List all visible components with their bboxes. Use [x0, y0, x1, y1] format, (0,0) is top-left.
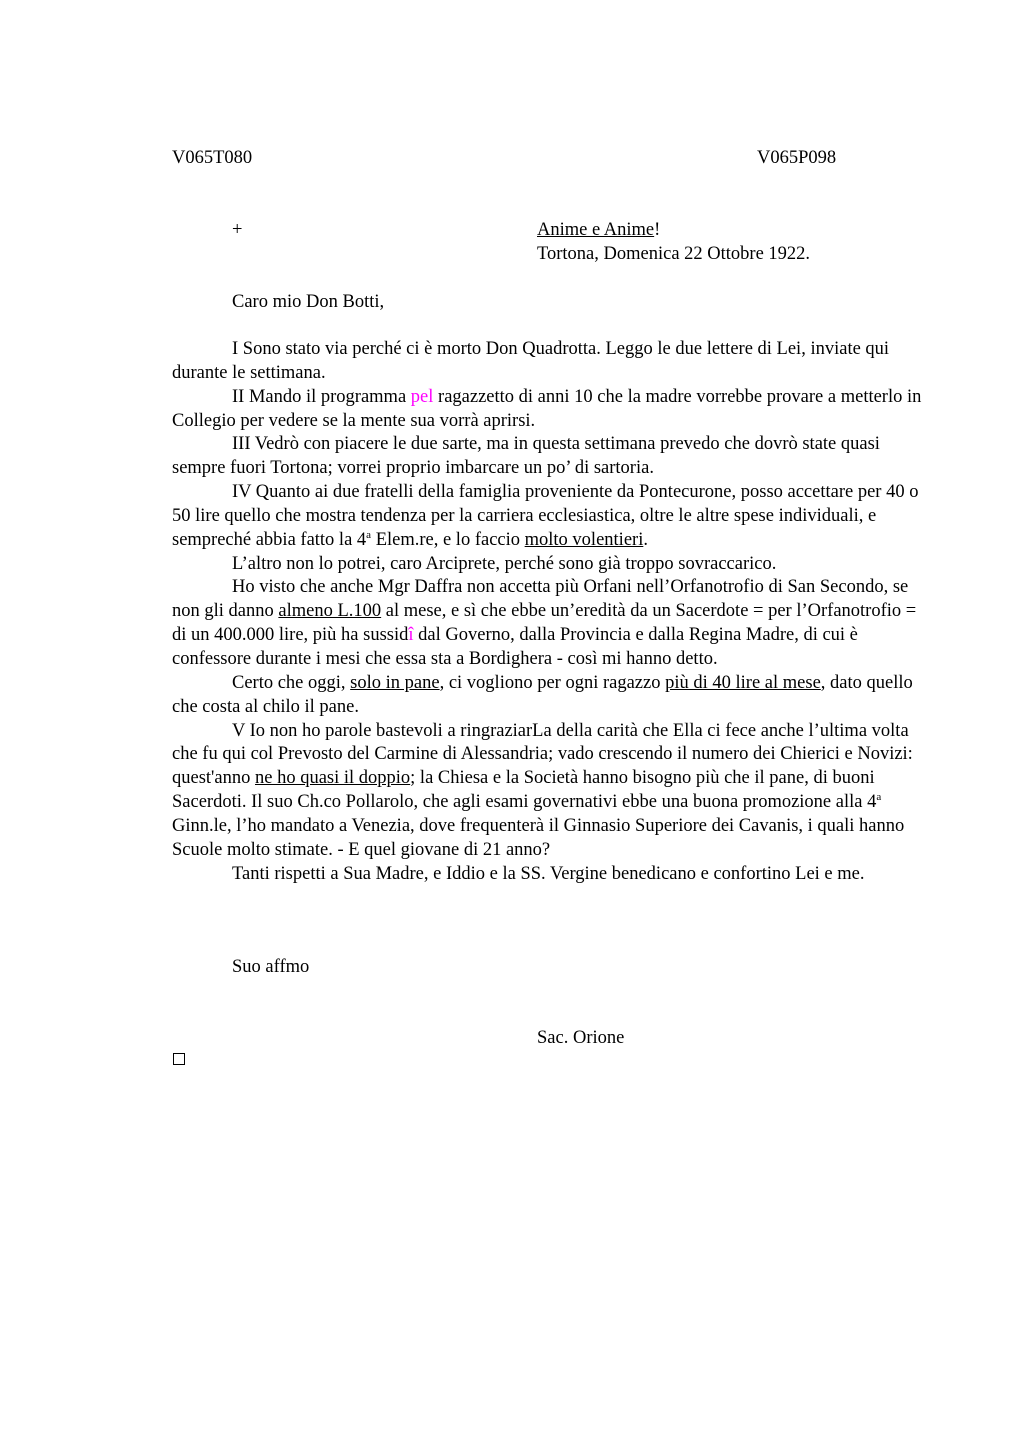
- highlighted-letter: î: [408, 625, 414, 646]
- superscript-a: a: [366, 528, 372, 541]
- document-code-left: V065T080: [172, 148, 253, 168]
- motto-exclamation: !: [654, 220, 661, 240]
- letter-date: Tortona, Domenica 22 Ottobre 1922.: [537, 244, 811, 264]
- paragraph-9: Tanti rispetti a Sua Madre, e Iddio e la SS. Vergine benedicano e confortino Lei e me.: [232, 863, 865, 884]
- letter-body: [172, 338, 924, 886]
- paragraph-7-text-mid: , ci vogliono per ogni ragazzo: [439, 672, 666, 693]
- paragraph-2-text: II Mando il programma: [232, 386, 411, 407]
- superscript-a-2: a: [876, 790, 882, 803]
- paragraph-4-text-end: .: [643, 529, 648, 550]
- paragraph-6-text-mid: al mese, e sì che ebbe un’eredità da un Sacerdote = per l’Orfanotrofio = di un 400.000 lire, più ha sussid: [172, 601, 917, 646]
- signature: Sac. Orione: [537, 1028, 625, 1048]
- paragraph-7-text: Certo che oggi,: [232, 672, 351, 693]
- paragraph-8-text-end: Ginn.le, l’ho mandato a Venezia, dove frequenterà il Ginnasio Superiore dei Cavanis, i quali hanno Scuole molto stimate. - E quel giovane di 21 anno?: [172, 815, 905, 860]
- closing: Suo affmo: [232, 957, 310, 977]
- underlined-almeno: almeno L.100: [278, 601, 382, 622]
- paragraph-6-text: Ho visto che anche Mgr Daffra non accetta più Orfani nell’Orfanotrofio di San Secondo, se non gli danno: [172, 577, 909, 622]
- paragraph-6: [172, 576, 924, 671]
- underlined-quasi-il-doppio: ne ho quasi il doppio: [254, 768, 411, 789]
- salutation: Caro mio Don Botti,: [232, 292, 385, 312]
- paragraph-6-text-end: dal Governo, dalla Provincia e dalla Regina Madre, di cui è confessore durante i mesi che essa sta a Bordighera - così mi hanno detto.: [172, 625, 858, 669]
- underlined-40-lire: più di 40 lire al mese: [665, 672, 821, 693]
- motto-underlined: Anime e Anime: [537, 220, 655, 240]
- document-code-right: V065P098: [757, 148, 837, 168]
- paragraph-8-text-mid: ; la Chiesa e la Società hanno bisogno più che il pane, di buoni Sacerdoti. Il suo Ch.co Pollarolo, che agli esami governativi ebbe una buona promozione alla 4: [172, 768, 877, 813]
- underlined-solo-in-pane: solo in pane: [350, 672, 440, 693]
- paragraph-2: [172, 386, 924, 434]
- underlined-molto-volentieri: molto volentieri: [524, 529, 644, 550]
- paragraph-7: [172, 672, 924, 720]
- paragraph-3: III Vedrò con piacere le due sarte, ma in questa settimana prevedo che dovrò state quasi sempre fuori Tortona; vorrei proprio imbarcare un po’ di sartoria.: [172, 434, 880, 479]
- paragraph-2-text-end: ragazzetto di anni 10 che la madre vorrebbe provare a metterlo in Collegio per vedere se la mente sua vorrà aprirsi.: [172, 386, 922, 431]
- paragraph-8: [172, 720, 924, 863]
- motto: [537, 218, 660, 242]
- cross-symbol: +: [232, 220, 243, 240]
- end-square-icon: [173, 1053, 185, 1065]
- paragraph-4: [172, 481, 924, 553]
- paragraph-4-text-mid: Elem.re, e lo faccio: [371, 529, 525, 550]
- paragraph-7-text-end: , dato quello che costa al chilo il pane.: [172, 672, 913, 717]
- paragraph-5: L’altro non lo potrei, caro Arciprete, perché sono già troppo sovraccarico.: [232, 553, 777, 574]
- paragraph-1: I Sono stato via perché ci è morto Don Quadrotta. Leggo le due lettere di Lei, inviate qui durante le settimana.: [172, 339, 890, 383]
- paragraph-4-text: IV Quanto ai due fratelli della famiglia proveniente da Pontecurone, posso accettare per 40 o 50 lire quello che mostra tendenza per la carriera ecclesiastica, oltre le altre spese individuali, e sempreché abbia fatto la 4: [172, 482, 919, 550]
- highlighted-word-pel: pel: [410, 386, 434, 407]
- paragraph-8-text: V Io non ho parole bastevoli a ringraziarLa della carità che Ella ci fece anche l’ultima volta che fu qui col Prevosto del Carmine di Alessandria; vado crescendo il numero dei Chierici e Novizi: quest'anno: [172, 720, 913, 789]
